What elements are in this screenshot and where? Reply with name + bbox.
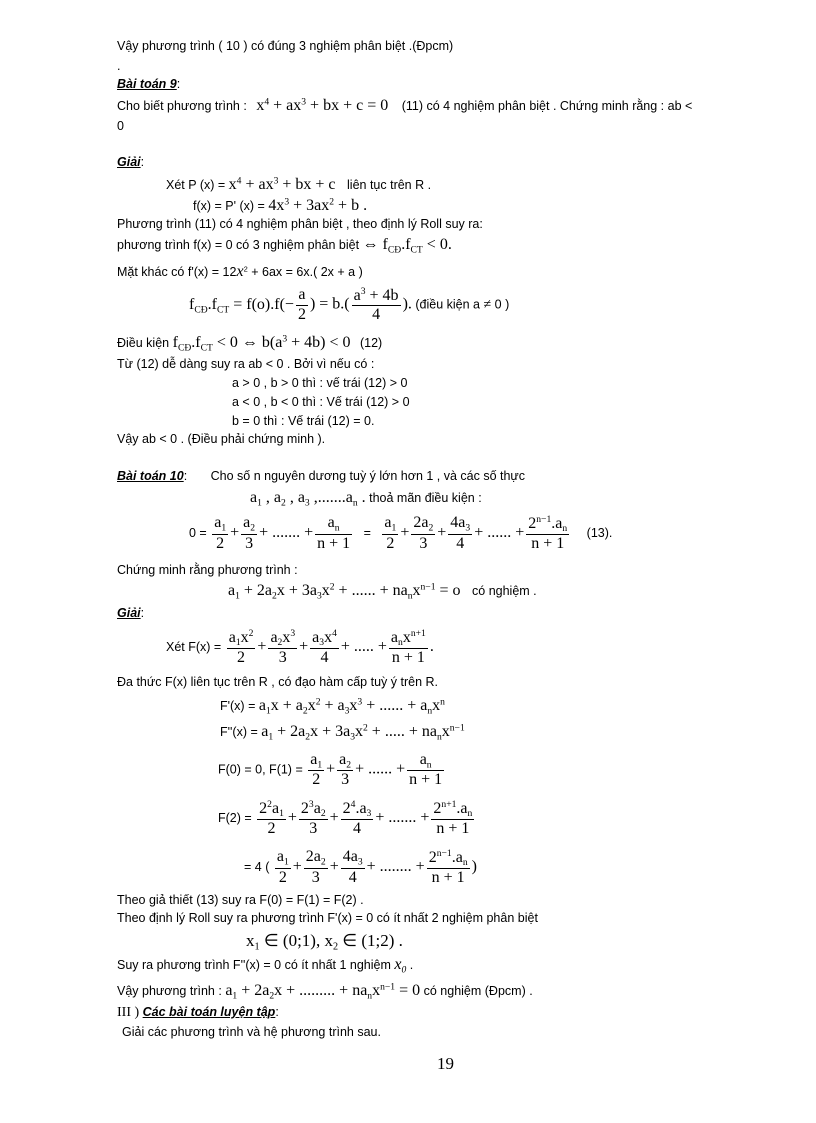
f-double-prime-expression: $a_1 + 2a_2x + 3a_3x^2$ + ..... + $na_nx^{n-1}$ bbox=[261, 722, 465, 743]
zero-equals: 0 = bbox=[189, 526, 207, 541]
define-p-line bbox=[166, 176, 431, 193]
problem-9-intro: Cho biết phương trình : bbox=[117, 98, 247, 113]
condition-note: (điều kiện a bbox=[415, 297, 480, 312]
condition-text: thoả mãn điều kiện : bbox=[369, 491, 482, 505]
equation-11: $x^4 + ax^3$ + bx + c = 0 bbox=[256, 96, 389, 114]
target-equation: $a_1 + 2a_2x + 3a_3x^2$ + ...... + $na_nx^{n-1} = o$ bbox=[228, 581, 461, 602]
f-double-prime-root-line: Suy ra phương trình F''(x) = 0 có ít nhất 1 nghiệm $x_0$ . bbox=[117, 956, 414, 976]
extrema-condition: ⇔ $f_{CĐ}.f_{CT} < 0$. bbox=[362, 236, 452, 256]
condition-label: Điều kiện bbox=[117, 335, 170, 350]
problem-10-heading: Bài toán 10: Cho số n nguyên dương tuỳ ý lớn hơn 1 , và các số thực bbox=[117, 469, 526, 483]
derivative-line bbox=[193, 197, 367, 214]
condition-12-line bbox=[117, 334, 382, 353]
hypothesis-line: Theo giả thiết (13) suy ra F(0) = F(1) = F(2) . bbox=[117, 893, 364, 907]
sequence-line bbox=[250, 490, 482, 508]
second-derivative-rest: + 6ax = 6x.( 2x + a ) bbox=[251, 265, 363, 279]
problem-9-title: Bài toán 9 bbox=[117, 77, 177, 91]
exercise-instruction: Giải các phương trình và hệ phương trình sau. bbox=[122, 1025, 381, 1039]
final-line bbox=[117, 982, 533, 1001]
problem-9-continuation: 0 bbox=[117, 119, 124, 133]
derivative-label: f(x) = P' (x) = bbox=[193, 198, 265, 213]
equation-number-13: (13). bbox=[586, 526, 613, 541]
case-1: a > 0 , b > 0 thì : vế trái (12) > 0 bbox=[232, 376, 408, 390]
define-f-line: Xét F(x) = $\frac{a_1x^2}{2}$ + $\frac{a_2x^3}{3}$ + $\frac{a_3x^4}{4}$ + ..... + $\frac{a_nx^{n+1}}{n + 1}$ . bbox=[166, 628, 434, 667]
target-equation-line bbox=[228, 582, 537, 601]
case-3: b = 0 thì : Vế trái (12) = 0. bbox=[232, 414, 375, 428]
second-derivative-line: Mặt khác có $f'(x) = 12x^2 + 6ax = 6x$.( 2x + a ) bbox=[117, 263, 363, 280]
roll-2-line: Theo định lý Roll suy ra phương trình F'(x) = 0 có ít nhất 2 nghiệm phân biệt bbox=[117, 911, 538, 925]
f2-simplified-line: = 4 ( $\frac{a_1}{2}$ + $\frac{2a_2}{3}$ + $\frac{4a_3}{4}$ + ........ + $\frac{2^{n-1}.a_n}{n + 1}$ ) bbox=[244, 848, 477, 887]
f2-line: F(2) = $\frac{2^2a_1}{2}$ + $\frac{2^3a_2}{3}$ + $\frac{2^4.a_3}{4}$ + ....... + $\frac{2^{n+1}.a_n}{n + 1}$ bbox=[218, 799, 473, 838]
dot-line: . bbox=[117, 59, 121, 73]
final-conclusion: có nghiệm (Đpcm) . bbox=[423, 983, 533, 998]
problem-10-intro: Cho số n nguyên dương tuỳ ý lớn hơn 1 , và các số thực bbox=[210, 469, 526, 483]
section-number: III ) bbox=[117, 1005, 140, 1020]
define-p-text: Xét P (x) = bbox=[166, 177, 226, 192]
qed-9: Vậy ab < 0 . (Điều phải chứng minh ). bbox=[117, 432, 326, 446]
conclusion-line: Vậy phương trình ( 10 ) có đúng 3 nghiệm phân biệt .(Đpcm) bbox=[117, 39, 454, 53]
solution-label: Giải bbox=[117, 155, 141, 169]
solution-label-2: Giải bbox=[117, 606, 141, 620]
f-prime-line bbox=[220, 697, 445, 716]
f2-label: F(2) = bbox=[218, 811, 252, 826]
polynomial-note: Đa thức F(x) liên tục trên R , có đạo hàm cấp tuỳ ý trên R. bbox=[117, 675, 438, 689]
f0-f1-label: F(0) = 0, F(1) = bbox=[218, 762, 303, 777]
f-double-prime-line bbox=[220, 723, 465, 742]
section-title: Các bài toán luyện tập bbox=[142, 1005, 276, 1019]
roots-interval-line bbox=[246, 932, 403, 953]
second-derivative-text: Mặt khác có f'(x) = 12 bbox=[117, 265, 237, 279]
problem-9-statement bbox=[117, 97, 692, 114]
solution-9-heading: Giải: bbox=[117, 155, 145, 169]
final-equation: $a_1 + 2a_2x$ + ......... + $na_nx^{n-1} = 0$ bbox=[225, 981, 421, 1002]
problem-9-claim: (11) có 4 nghiệm phân biệt . Chứng minh rằng : ab < bbox=[401, 98, 693, 113]
section-iii-heading: III ) Các bài toán luyện tập: bbox=[117, 1005, 279, 1020]
roll-line: Phương trình (11) có 4 nghiệm phân biệt , theo định lý Roll suy ra: bbox=[117, 217, 483, 231]
f0-f1-line: F(0) = 0, F(1) = $\frac{a_1}{2}$ + $\frac{a_2}{3}$ + ...... + $\frac{a_n}{n + 1}$ bbox=[218, 751, 443, 789]
roots-intervals: $x_1$ ∈ (0;1), $x_2$ ∈ (1;2) . bbox=[246, 931, 403, 953]
root-x0: $x_0$ bbox=[394, 956, 407, 976]
polynomial-p: $x^4 + ax^3$ + bx + c bbox=[228, 175, 336, 193]
prove-line: Chứng minh rằng phương trình : bbox=[117, 563, 298, 577]
problem-9-heading: Bài toán 9: bbox=[117, 77, 181, 91]
equation-number-12: (12) bbox=[359, 335, 383, 350]
has-root-text: có nghiệm . bbox=[472, 583, 537, 598]
deduce-line: Từ (12) dễ dàng suy ra ab < 0 . Bởi vì nếu có : bbox=[117, 357, 375, 371]
continuity-note: liên tục trên R . bbox=[347, 177, 432, 192]
condition-13-line: 0 = $\frac{a_1}{2}$ + $\frac{a_2}{3}$ + ....... + $\frac{a_n}{n + 1}$ = $\frac{a_1}{2}$ + $\frac{2a_2}{3}$ + $\frac{4a_3}{4}$ + ...... + $\frac{2^{n-1}.a_n}{n + 1}$ (13). bbox=[189, 514, 613, 553]
problem-10-title: Bài toán 10 bbox=[117, 469, 184, 483]
derivative-expression: $4x^3 + 3ax^2 + b$ . bbox=[268, 196, 368, 214]
sequence-a: $a_1$ , $a_2$ , $a_3$ $,.......a_n$ . bbox=[250, 489, 366, 509]
case-2: a < 0 , b < 0 thì : Vế trái (12) > 0 bbox=[232, 395, 410, 409]
f-prime-label: F'(x) = bbox=[220, 698, 256, 713]
equals-sign: = bbox=[363, 526, 371, 541]
three-roots-line bbox=[117, 237, 452, 255]
page-number: 19 bbox=[437, 1054, 454, 1073]
f2-simplified-label: = 4 ( bbox=[244, 860, 270, 875]
f-prime-expression: $a_1x + a_2x^2 + a_3x^3$ + ...... + $a_nx^n$ bbox=[258, 696, 445, 717]
f-double-prime-label: F''(x) = bbox=[220, 724, 258, 739]
final-text: Vậy phương trình : bbox=[117, 983, 222, 998]
define-f-text: Xét F(x) = bbox=[166, 640, 222, 655]
condition-12-expression: $f_{CĐ}.f_{CT} < 0$ ⇔ $b(a^3 + 4b) < 0$ bbox=[172, 333, 351, 354]
extrema-product-line: $f_{CĐ}.f_{CT} = f(o).f(-$ $\frac{a}{2}$ ) = b.( $\frac{a^3 + 4b}{4}$ ). (điều kiện a ≠ 0 ) bbox=[189, 286, 510, 324]
f-double-prime-root-text: Suy ra phương trình F''(x) = 0 có ít nhất 1 nghiệm bbox=[117, 958, 391, 972]
solution-10-heading: Giải: bbox=[117, 606, 145, 620]
three-roots-text: phương trình f(x) = 0 có 3 nghiệm phân biệt bbox=[117, 238, 360, 252]
condition-note-end: 0 ) bbox=[494, 297, 510, 312]
